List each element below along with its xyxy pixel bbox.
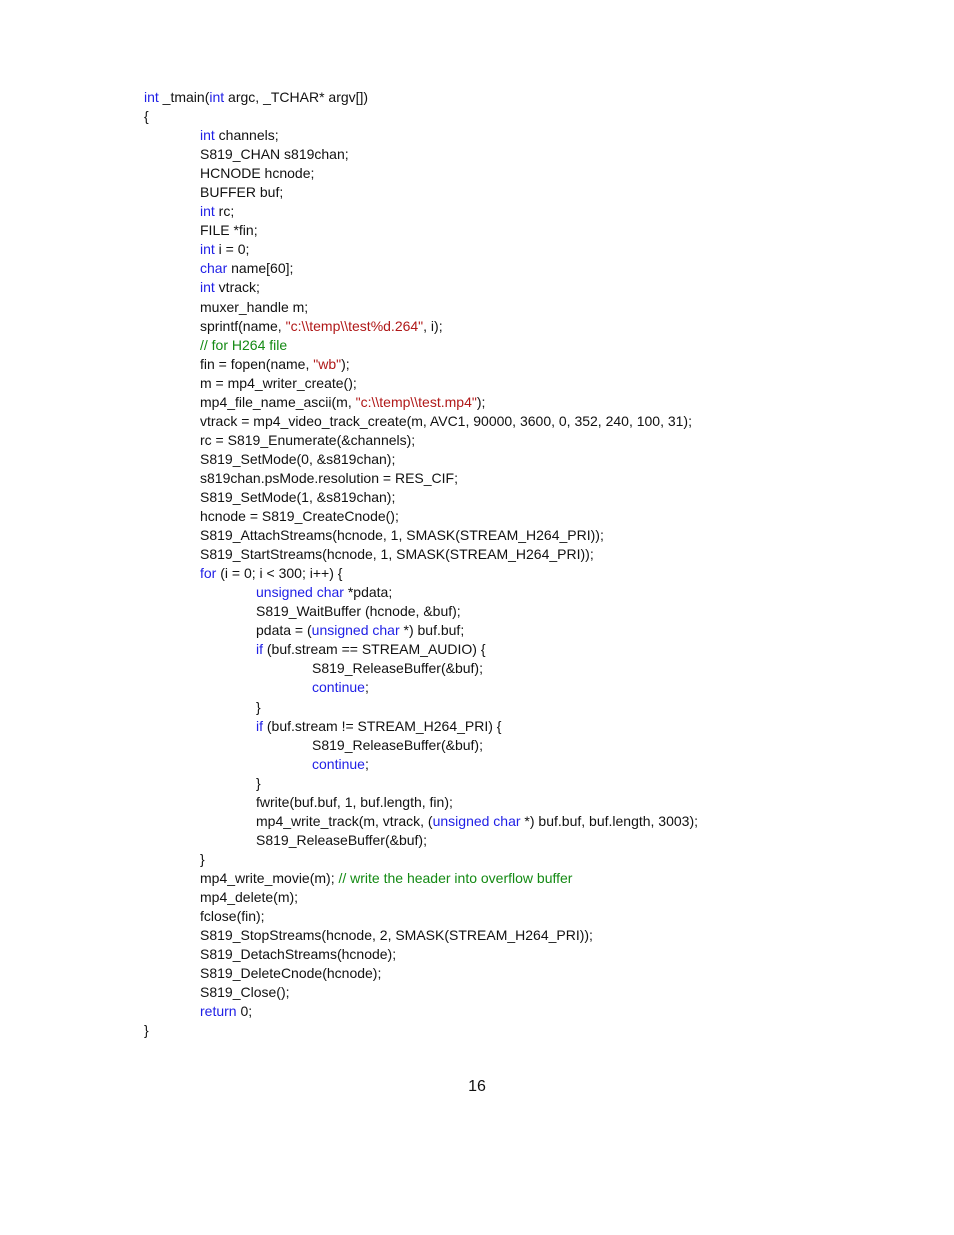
code-line: [144, 202, 904, 221]
code-comment: // write the header into overflow buffer: [338, 869, 573, 886]
code-text: mp4_write_track(m, vtrack, (: [256, 812, 433, 829]
code-text: *) buf.buf, buf.length, 3003);: [520, 812, 699, 829]
code-line: [144, 926, 904, 945]
code-listing: [144, 88, 904, 1040]
code-text: *pdata;: [343, 584, 393, 601]
code-line: [144, 545, 904, 564]
code-text: );: [341, 355, 350, 372]
code-keyword: unsigned char: [256, 584, 344, 601]
code-line: [144, 964, 904, 983]
code-line: [144, 945, 904, 964]
code-line: [144, 278, 904, 297]
code-line: [144, 431, 904, 450]
code-text: S819_AttachStreams(hcnode, 1, SMASK(STREAM_H264_PRI));: [200, 527, 604, 544]
code-string: "c:\\temp\\test.mp4": [355, 393, 477, 410]
code-line: [144, 717, 904, 736]
code-line: [144, 850, 904, 869]
code-text: S819_DetachStreams(hcnode);: [200, 946, 397, 963]
code-text: }: [200, 850, 205, 867]
code-text: fclose(fin);: [200, 908, 265, 925]
code-text: sprintf(name,: [200, 317, 286, 334]
code-text: _tmain(: [158, 89, 210, 105]
code-line: [144, 374, 904, 393]
code-text: ;: [364, 679, 369, 696]
code-keyword: int: [200, 241, 215, 258]
code-line: [144, 469, 904, 488]
code-line: [144, 221, 904, 240]
code-line: [144, 640, 904, 659]
code-line: [144, 659, 904, 678]
code-text: rc = S819_Enumerate(&channels);: [200, 431, 416, 448]
code-line: [144, 869, 904, 888]
code-line: [144, 602, 904, 621]
code-text: S819_SetMode(1, &s819chan);: [200, 488, 396, 505]
code-keyword: for: [200, 565, 217, 582]
code-line: [144, 240, 904, 259]
code-text: S819_DeleteCnode(hcnode);: [200, 965, 382, 982]
code-line: [144, 355, 904, 374]
code-line: [144, 526, 904, 545]
code-text: , i);: [423, 317, 443, 334]
page-number: 16: [468, 1078, 486, 1095]
code-text: BUFFER buf;: [200, 184, 284, 201]
code-text: S819_StopStreams(hcnode, 2, SMASK(STREAM_H264_PRI));: [200, 927, 593, 944]
code-comment: // for H264 file: [200, 336, 288, 353]
code-line: [144, 298, 904, 317]
code-keyword: char: [200, 260, 228, 277]
code-string: "wb": [313, 355, 342, 372]
code-keyword: continue: [312, 679, 365, 696]
code-text: name[60];: [227, 260, 294, 277]
code-keyword: continue: [312, 755, 365, 772]
code-line: [144, 145, 904, 164]
code-keyword: int: [200, 203, 215, 220]
code-line: [144, 907, 904, 926]
code-line: [144, 983, 904, 1002]
code-line: [144, 412, 904, 431]
code-line: [144, 564, 904, 583]
code-text: rc;: [214, 203, 235, 220]
code-keyword: int: [200, 127, 215, 144]
code-line: [144, 888, 904, 907]
code-text: );: [476, 393, 486, 410]
code-text: HCNODE hcnode;: [200, 165, 315, 182]
code-text: }: [144, 1022, 149, 1039]
code-text: S819_CHAN s819chan;: [200, 146, 349, 163]
code-line: [144, 678, 904, 697]
code-text: argc, _TCHAR* argv[]): [224, 89, 369, 105]
code-text: m = mp4_writer_create();: [200, 374, 357, 391]
code-keyword: return: [200, 1003, 237, 1020]
code-text: (i = 0; i < 300; i++) {: [216, 565, 343, 582]
code-text: S819_StartStreams(hcnode, 1, SMASK(STREAM_H264_PRI));: [200, 546, 594, 563]
code-text: fin = fopen(name,: [200, 355, 314, 372]
code-line: [144, 164, 904, 183]
code-keyword: if: [256, 641, 263, 658]
code-keyword: int: [144, 89, 159, 105]
code-text: fwrite(buf.buf, 1, buf.length, fin);: [256, 793, 453, 810]
code-line: [144, 621, 904, 640]
code-text: (buf.stream == STREAM_AUDIO) {: [263, 641, 486, 658]
code-line: [144, 812, 904, 831]
code-keyword: int: [209, 89, 225, 105]
code-line: [144, 107, 904, 126]
code-text: S819_Close();: [200, 984, 290, 1001]
code-line: [144, 1021, 904, 1040]
code-text: 0;: [236, 1003, 253, 1020]
code-line: [144, 507, 904, 526]
code-text: (buf.stream != STREAM_H264_PRI) {: [263, 717, 502, 734]
code-text: ;: [364, 755, 369, 772]
code-line: [144, 393, 904, 412]
code-line: [144, 774, 904, 793]
code-line: [144, 183, 904, 202]
code-text: vtrack = mp4_video_track_create(m, AVC1, 90000, 3600, 0, 352, 240, 100, 31);: [200, 412, 692, 429]
code-text: s819chan.psMode.resolution = RES_CIF;: [200, 469, 458, 486]
code-line: [144, 450, 904, 469]
code-text: S819_ReleaseBuffer(&buf);: [256, 831, 427, 848]
code-text: hcnode = S819_CreateCnode();: [200, 508, 399, 525]
code-line: [144, 488, 904, 507]
code-line: [144, 88, 904, 107]
code-text: }: [256, 698, 261, 715]
code-text: FILE *fin;: [200, 222, 258, 239]
code-line: [144, 317, 904, 336]
code-line: [144, 583, 904, 602]
code-line: [144, 259, 904, 278]
code-text: pdata = (: [256, 622, 312, 639]
code-line: [144, 755, 904, 774]
code-string: "c:\\temp\\test%d.264": [285, 317, 424, 334]
code-line: [144, 736, 904, 755]
code-text: mp4_write_movie(m);: [200, 869, 339, 886]
code-keyword: int: [200, 279, 215, 296]
code-line: [144, 1002, 904, 1021]
code-text: i = 0;: [214, 241, 250, 258]
code-text: channels;: [214, 127, 279, 144]
code-text: S819_SetMode(0, &s819chan);: [200, 450, 396, 467]
code-keyword: if: [256, 717, 263, 734]
code-text: mp4_file_name_ascii(m,: [200, 393, 356, 410]
code-text: S819_ReleaseBuffer(&buf);: [312, 736, 483, 753]
code-text: *) buf.buf;: [399, 622, 465, 639]
code-text: mp4_delete(m);: [200, 888, 299, 905]
code-line: [144, 336, 904, 355]
code-text: muxer_handle m;: [200, 298, 309, 315]
code-text: S819_ReleaseBuffer(&buf);: [312, 660, 483, 677]
code-line: [144, 126, 904, 145]
code-text: {: [144, 108, 149, 125]
code-line: [144, 793, 904, 812]
code-text: S819_WaitBuffer (hcnode, &buf);: [256, 603, 461, 620]
code-text: vtrack;: [214, 279, 260, 296]
code-keyword: unsigned char: [432, 812, 521, 829]
code-line: [144, 698, 904, 717]
code-keyword: unsigned char: [311, 622, 400, 639]
code-text: }: [256, 774, 261, 791]
code-line: [144, 831, 904, 850]
